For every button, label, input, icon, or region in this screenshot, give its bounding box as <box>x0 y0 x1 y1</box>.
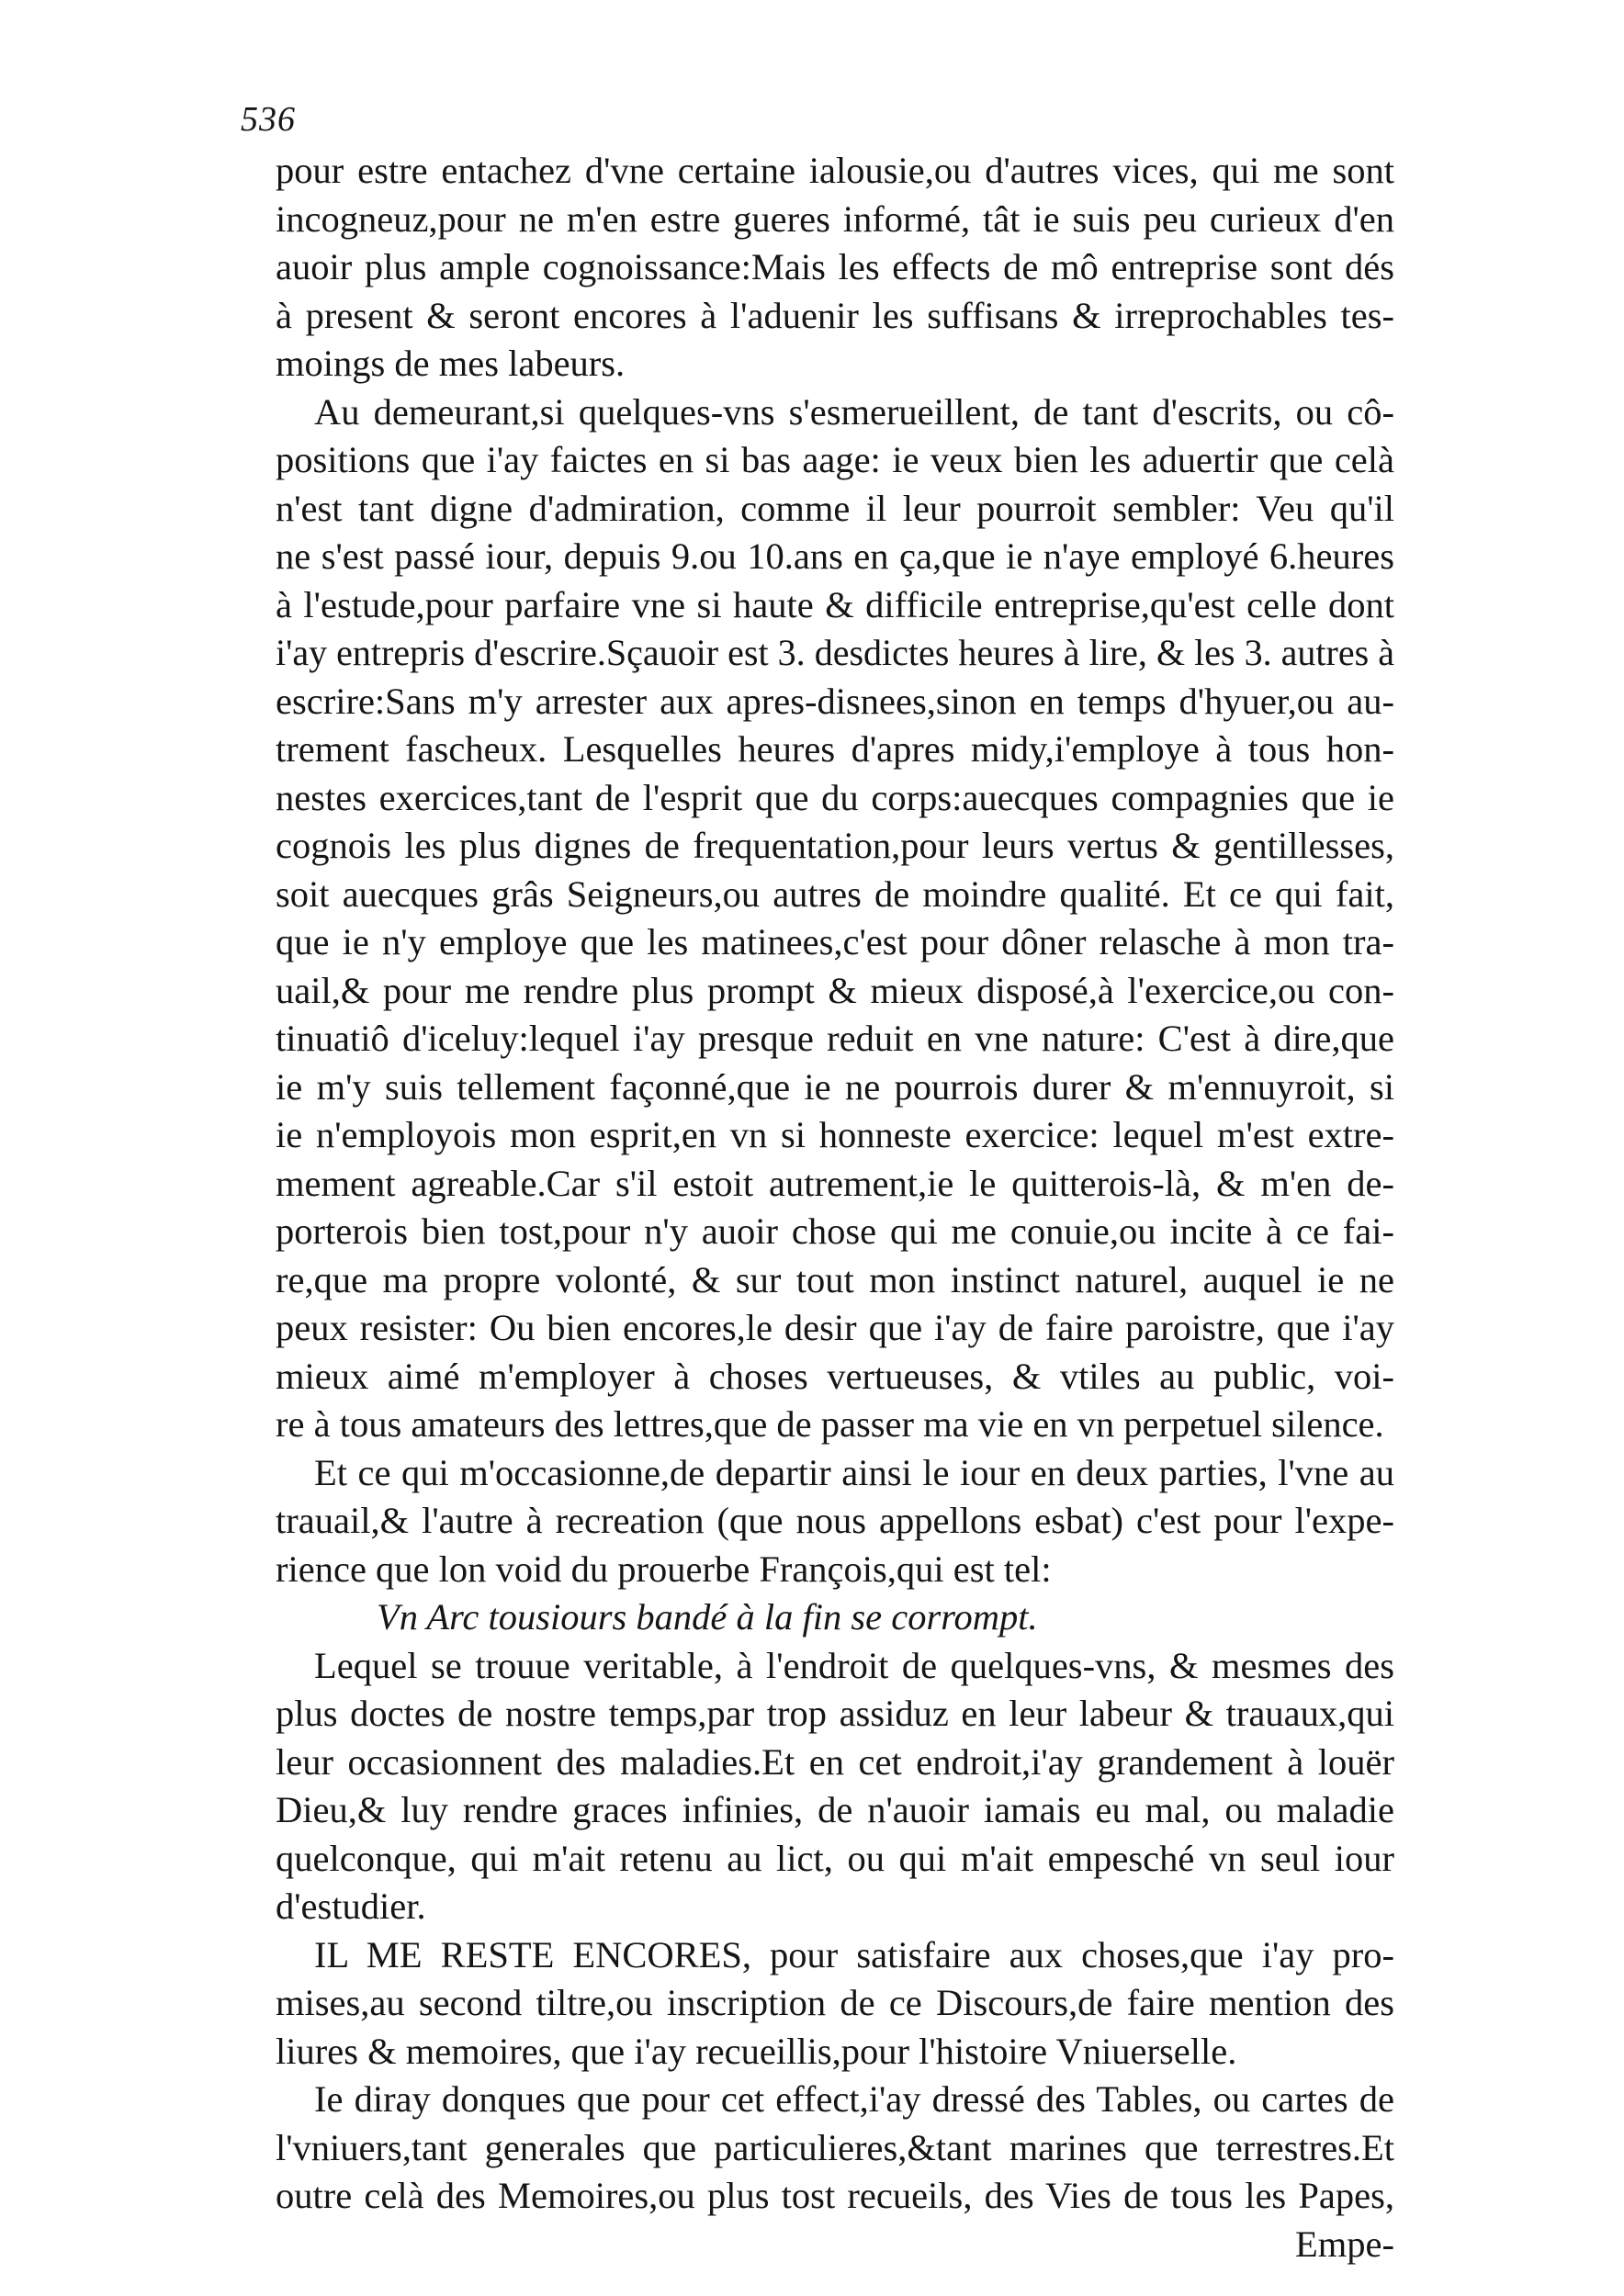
text-line: Ie diray donques que pour cet effect,i'ay dressé des Tables, ou cartes de <box>314 2078 1394 2120</box>
proverb-verse <box>276 1593 1394 1642</box>
text-line: n'est tant digne d'admiration, comme il leur pourroit sembler: Veu qu'il <box>276 487 1394 529</box>
text-line: uail,& pour me rendre plus prompt & mieux disposé,à l'exercice,ou con- <box>276 969 1394 1011</box>
text-line: tinuatiô d'iceluy:lequel i'ay presque reduit en vne nature: C'est à dire,que <box>276 1018 1394 1059</box>
text-line: Dieu,& luy rendre graces infinies, de n'auoir iamais eu mal, ou maladie <box>276 1789 1394 1830</box>
text-line: Lequel se trouue veritable, à l'endroit de quelques-vns, & mesmes des <box>314 1644 1394 1686</box>
text-line: nestes exercices,tant de l'esprit que du corps:auecques compagnies que ie <box>276 776 1394 818</box>
text-line: IL ME RESTE ENCORES, pour satisfaire aux choses,que i'ay pro- <box>314 1933 1394 1975</box>
text-line: que ie n'y employe que les matinees,c'est pour dôner relasche à mon tra- <box>276 921 1394 962</box>
text-line: mises,au second tiltre,ou inscription de ce Discours,de faire mention des <box>276 1982 1394 2023</box>
body-text <box>276 147 1394 2268</box>
paragraph-6 <box>276 2076 1394 2221</box>
text-line: outre celà des Memoires,ou plus tost recueils, des Vies de tous les Papes, <box>276 2175 1394 2216</box>
text-line: peux resister: Ou bien encores,le desir que i'ay de faire paroistre, que i'ay <box>276 1307 1394 1348</box>
text-line: porterois bien tost,pour n'y auoir chose qui me conuie,ou incite à ce fai- <box>276 1210 1394 1252</box>
text-line: d'estudier. <box>276 1885 426 1927</box>
text-line: Au demeurant,si quelques-vns s'esmerueillent, de tant d'escrits, ou cô- <box>314 390 1394 433</box>
paragraph-5 <box>276 1931 1394 2077</box>
page-number: 536 <box>241 100 296 139</box>
verse-line: Vn Arc tousiours bandé à la fin se corrompt. <box>377 1596 1038 1638</box>
text-line: quelconque, qui m'ait retenu au lict, ou qui m'ait empesché vn seul iour <box>276 1837 1394 1879</box>
text-line: soit auecques grâs Seigneurs,ou autres de moindre qualité. Et ce qui fait, <box>276 872 1394 915</box>
text-line: liures & memoires, que i'ay recueillis,pour l'histoire Vniuerselle. <box>276 2030 1237 2072</box>
text-line: cognois les plus dignes de frequentation,pour leurs vertus & gentillesses, <box>276 825 1394 866</box>
text-line: re,que ma propre volonté, & sur tout mon instinct naturel, auquel ie ne <box>276 1258 1394 1300</box>
catchword-text: Empe- <box>1295 2223 1394 2265</box>
catchword <box>276 2221 1394 2269</box>
text-line: ie m'y suis tellement façonné,que ie ne pourrois durer & m'ennuyroit, si <box>276 1065 1394 1108</box>
paragraph-4 <box>276 1642 1394 1931</box>
text-line: auoir plus ample cognoissance:Mais les effects de mô entreprise sont dés <box>276 246 1394 287</box>
text-line: i'ay entrepris d'escrire.Sçauoir est 3. desdictes heures à lire, & les 3. autres à <box>276 632 1394 673</box>
text-line: pour estre entachez d'vne certaine ialousie,ou d'autres vices, qui me sont <box>276 150 1394 191</box>
text-line: ne s'est passé iour, depuis 9.ou 10.ans en ça,que ie n'aye employé 6.heures <box>276 535 1394 577</box>
text-line: positions que i'ay faictes en si bas aage: ie veux bien les aduertir que celà <box>276 439 1394 480</box>
text-line: à present & seront encores à l'aduenir les suffisans & irreprochables tes- <box>276 294 1394 336</box>
text-line: Et ce qui m'occasionne,de departir ainsi le iour en deux parties, l'vne au <box>314 1451 1394 1493</box>
paragraph-3 <box>276 1449 1394 1594</box>
text-line: rience que lon void du prouerbe François,qui est tel: <box>276 1548 1052 1590</box>
text-line: mement agreable.Car s'il estoit autrement,ie le quitterois-là, & m'en de- <box>276 1162 1394 1204</box>
paragraph-2 <box>276 388 1394 1449</box>
text-line: à l'estude,pour parfaire vne si haute & difficile entreprise,qu'est celle dont <box>276 583 1394 625</box>
text-line: l'vniuers,tant generales que particulieres,&tant marines que terrestres.Et <box>276 2126 1394 2168</box>
text-line: incogneuz,pour ne m'en estre gueres informé, tât ie suis peu curieux d'en <box>276 197 1394 240</box>
text-line: escrire:Sans m'y arrester aux apres-disnees,sinon en temps d'hyuer,ou au- <box>276 680 1394 722</box>
text-line: leur occasionnent des maladies.Et en cet endroit,i'ay grandement à louër <box>276 1740 1394 1783</box>
text-line: plus doctes de nostre temps,par trop assiduz en leur labeur & trauaux,qui <box>276 1693 1394 1734</box>
text-line: trauail,& l'autre à recreation (que nous appellons esbat) c'est pour l'expe- <box>276 1500 1394 1541</box>
text-line: moings de mes labeurs. <box>276 343 626 384</box>
text-line: ie n'employois mon esprit,en vn si honneste exercice: lequel m'est extre- <box>276 1114 1394 1155</box>
text-line: trement fascheux. Lesquelles heures d'apres midy,i'employe à tous hon- <box>276 728 1394 770</box>
text-line: mieux aimé m'employer à choses vertueuses, & vtiles au public, voi- <box>276 1355 1394 1397</box>
paragraph-1 <box>276 147 1394 388</box>
text-line: re à tous amateurs des lettres,que de passer ma vie en vn perpetuel silence. <box>276 1403 1384 1445</box>
